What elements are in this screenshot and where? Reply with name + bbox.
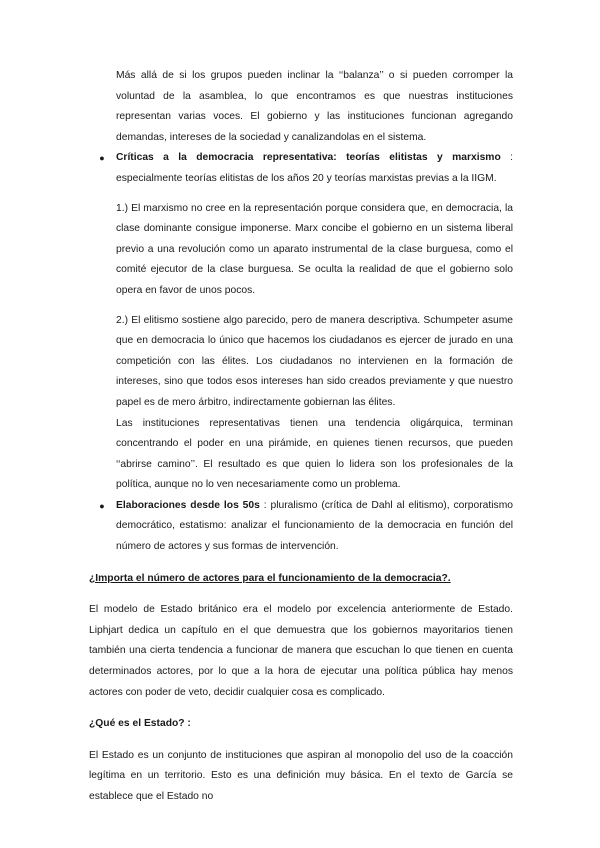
- bullet-item-criticas: [99, 148, 513, 189]
- elitismo-paragraph: 2.) El elitismo sostiene algo parecido, pero de manera descriptiva. Schumpeter asume que en democracia lo único que hacemos los ciudadanos es ejercer de jurado en una competición con las élites. Los ciudadanos no intervienen en la formación de intereses, sino que todos esos intereses han sido creados previamente y que nuestro papel es de mero árbitro, indirectamente gobiernan las élites.: [116, 314, 513, 408]
- bullet-icon: ●: [99, 153, 105, 164]
- bullet-heading-criticas: Críticas a la democracia representativa: teorías elitistas y marxismo: [116, 152, 501, 164]
- bullet-item-elaboraciones: [99, 496, 513, 558]
- instituciones-paragraph: Las instituciones representativas tienen una tendencia oligárquica, terminan concentrando el poder en una pirámide, en quienes tienen recursos, que pueden ‘‘abrirse camino’’. El resultado es que quien lo lidera son los profesionales de la política, aunque no lo ven necesariamente como un problema.: [116, 417, 513, 491]
- lijphart-paragraph: El modelo de Estado británico era el modelo por excelencia anteriormente de Estado. Liphjart dedica un capítulo en el que demuestra que los gobiernos mayoritarios tienen también una cierta tendencia a funcionar de manera que escuchan lo que tienen en cuenta determinados actores, por lo que a la hora de ejecutar una política pública hay menos actores con poder de veto, decidir cualquier cosa es complicado.: [89, 604, 513, 698]
- document-body: [89, 66, 513, 808]
- bullet-text-criticas: : especialmente teorías elitistas de los años 20 y teorías marxistas previas a la IIGM.: [116, 152, 513, 184]
- intro-paragraph: Más allá de si los grupos pueden inclinar la ‘‘balanza’’ o si pueden corromper la voluntad de la asamblea, lo que encontramos es que nuestras instituciones representan varias voces. El gobierno y las instituciones funcionan agregando demandas, intereses de la sociedad y canalizandolas en el sistema.: [116, 70, 513, 143]
- marxismo-paragraph: 1.) El marxismo no cree en la representación porque considera que, en democracia, la clase dominante consigue imponerse. Marx concibe el gobierno en un sistema liberal previo a una revolución como un aparato instrumental de la clase burguesa, como el comité ejecutor de la clase burguesa. Se oculta la realidad de que el gobierno solo opera en favor de unos pocos.: [116, 202, 513, 296]
- bullet-icon: ●: [99, 500, 105, 511]
- bullet-text-elaboraciones: : pluralismo (crítica de Dahl al elitismo), corporatismo democrático, estatismo: analizar el funcionamiento de la democracia en función del número de actores y sus formas de intervención.: [116, 499, 513, 553]
- bullet-heading-elaboraciones: Elaboraciones desde los 50s: [116, 499, 260, 511]
- section-heading-actores: ¿Importa el número de actores para el funcionamiento de la democracia?.: [89, 572, 451, 584]
- section-heading-estado: ¿Qué es el Estado? :: [89, 718, 191, 730]
- estado-paragraph: El Estado es un conjunto de instituciones que aspiran al monopolio del uso de la coacción legítima en un territorio. Esto es una definición muy básica. En el texto de García se establece que el Estado no: [89, 749, 513, 802]
